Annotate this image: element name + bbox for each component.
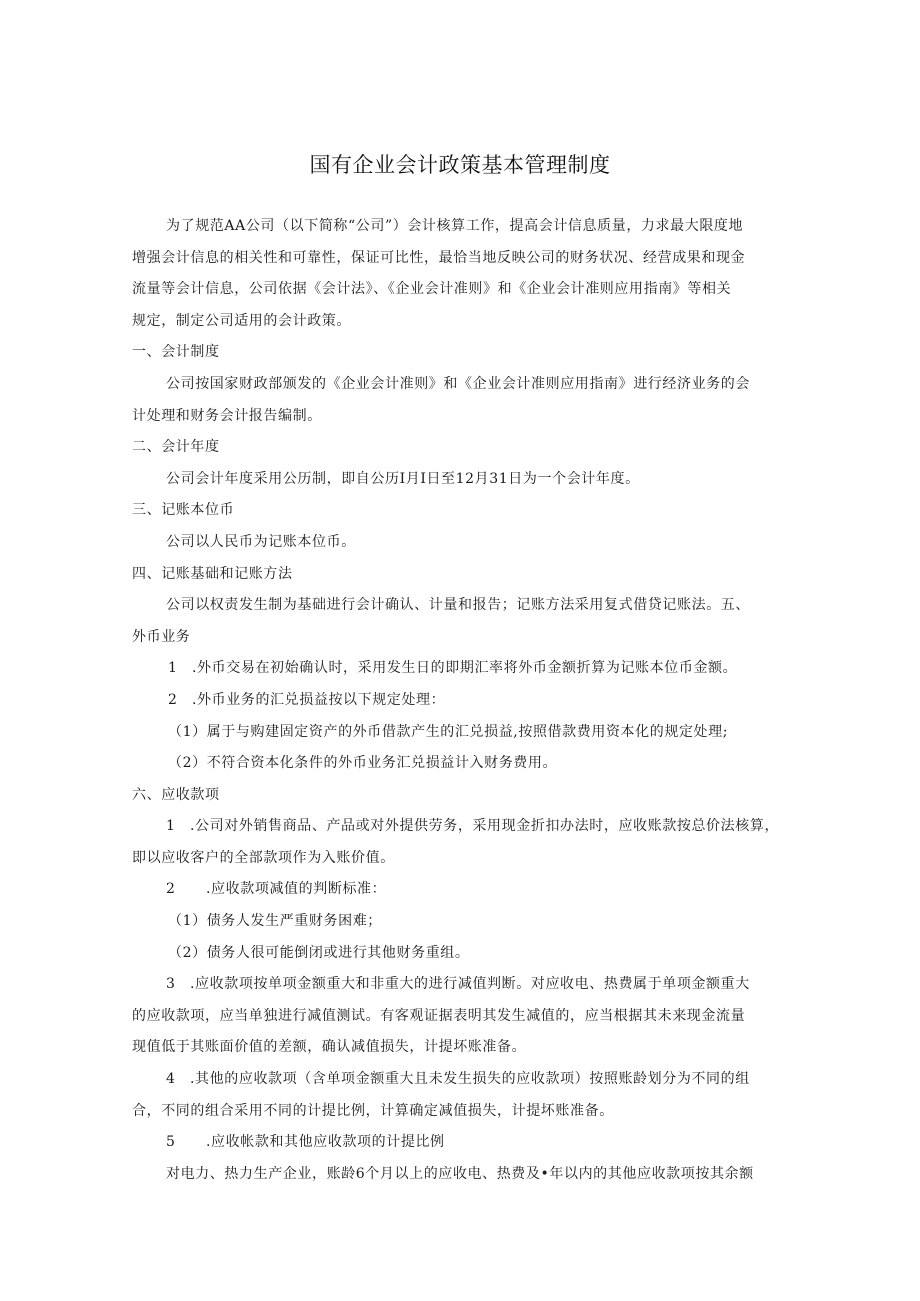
- list-item: [132, 1127, 790, 1159]
- paragraph-line: 现值低于其账面价值的差额，确认减值损失，计提坏账准备。: [132, 1039, 527, 1056]
- intro-line: 增强会计信息的相关性和可靠性，保证可比性，最恰当地反映公司的财务状况、经营成果和现金: [132, 249, 746, 266]
- list-item-text: .其他的应收款项（含单项金额重大且未发生损失的应收款项）按照账龄划分为不同的组: [190, 1071, 750, 1088]
- paragraph-line: 即以应收客户的全部款项作为入账价值。: [132, 849, 395, 866]
- paragraph-line: 的应收款项，应当单独进行减值测试。有客观证据表明其发生减值的，应当根据其未来现金流量: [132, 1007, 746, 1024]
- document-title: 国有企业会计政策基本管理制度: [309, 153, 611, 177]
- list-item: [132, 1064, 790, 1096]
- list-item-text: .外币交易在初始确认时，采用发生日的即期汇率将外币金额折算为记账本位币金额。: [192, 660, 738, 677]
- paragraph-line: 计处理和财务会计报告编制。: [132, 407, 322, 424]
- paragraph-line: 公司以人民币为记账本位币。: [166, 533, 356, 550]
- list-item-text: .公司对外销售商品、产品或对外提供劳务，采用现金折扣办法时，应收账款按总价法核算，: [190, 818, 780, 835]
- list-item-number: 1: [166, 818, 176, 835]
- section-heading: 四、记账基础和记账方法: [132, 565, 293, 582]
- section-heading: 三、记账本位币: [132, 502, 235, 519]
- section-heading: 六、应收款项: [132, 786, 220, 803]
- intro-line: 流量等会计信息，公司依据《会计法》、《企业会计准则》和《企业会计准则应用指南》等相关: [132, 281, 732, 298]
- intro-line: 为了规范AA公司（以下简称“公司”）会计核算工作，提高会计信息质量，力求最大限度地: [166, 218, 744, 234]
- paragraph-line: 对电力、热力生产企业，账龄6个月以上的应收电、热费及•年以内的其他应收款项按其余额: [166, 1165, 754, 1182]
- list-item-text: .应收款项减值的判断标准：: [206, 881, 387, 898]
- list-item-number: 2: [168, 691, 178, 708]
- paragraph-line: 公司会计年度采用公历制，即自公历I月I日至12月31日为一个会计年度。: [166, 470, 640, 487]
- list-item: [132, 874, 790, 906]
- list-item: [132, 685, 790, 717]
- sub-item: （1）债务人发生严重财务困难；: [168, 913, 382, 930]
- paragraph-line: 公司按国家财政部颁发的《企业会计准则》和《企业会计准则应用指南》进行经济业务的会: [166, 375, 750, 392]
- list-item-number: 4: [166, 1071, 176, 1088]
- list-item: [132, 653, 790, 685]
- sub-item: （2）不符合资本化条件的外币业务汇兑损益计入财务费用。: [168, 755, 558, 772]
- list-item: [132, 969, 790, 1001]
- document-body: [132, 211, 790, 1190]
- sub-item: （2）债务人很可能倒闭或进行其他财务重组。: [168, 944, 470, 961]
- list-item-number: 3: [166, 976, 176, 993]
- paragraph-line: 公司以权责发生制为基础进行会计确认、计量和报告；记账方法采用复式借贷记账法。五、: [166, 597, 750, 614]
- intro-line: 规定，制定公司适用的会计政策。: [132, 312, 351, 329]
- list-item-text: .外币业务的汇兑损益按以下规定处理：: [192, 691, 446, 708]
- section-heading: 二、会计年度: [132, 439, 220, 456]
- list-item-number: 2: [166, 881, 176, 898]
- list-item-number: 5: [166, 1134, 176, 1151]
- section-heading: 一、会计制度: [132, 344, 220, 361]
- list-item-text: .应收帐款和其他应收款项的计提比例: [206, 1134, 445, 1151]
- paragraph-line: 合，不同的组合采用不同的计提比例，计算确定减值损失，计提坏账准备。: [132, 1102, 614, 1119]
- sub-item: （1）属于与购建固定资产的外币借款产生的汇兑损益,按照借款费用资本化的规定处理;: [168, 723, 729, 740]
- list-item-number: 1: [168, 660, 178, 677]
- list-item-text: .应收款项按单项金额重大和非重大的进行减值判断。对应收电、热费属于单项金额重大: [190, 976, 750, 993]
- paragraph-line: 外币业务: [132, 628, 191, 645]
- list-item: [132, 811, 790, 843]
